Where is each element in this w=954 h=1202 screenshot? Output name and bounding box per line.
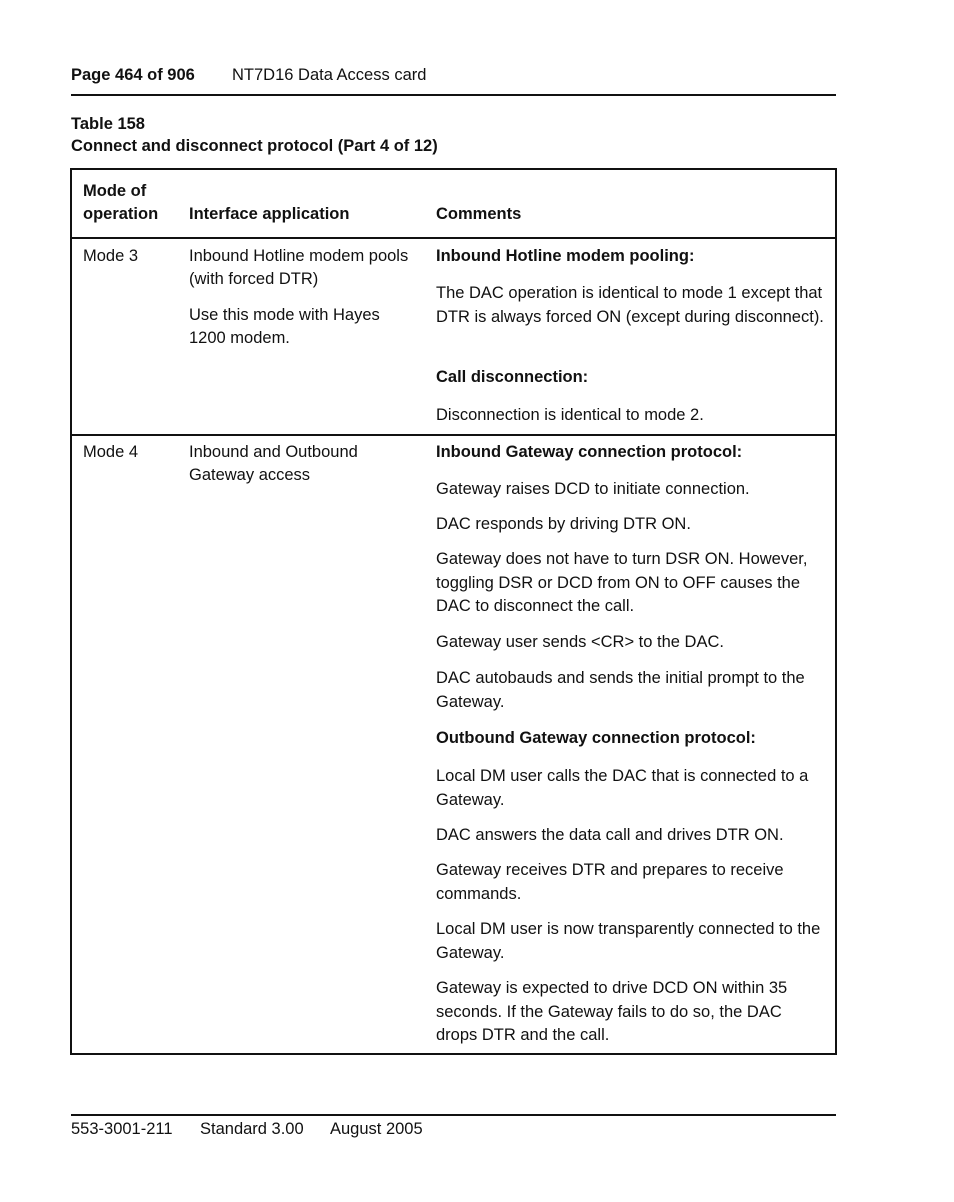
column-header-mode: Mode of operation — [83, 182, 159, 223]
comment-heading: Inbound Hotline modem pooling: — [436, 247, 695, 265]
comment-paragraph: Local DM user is now transparently connected to the Gateway. — [436, 920, 821, 962]
page-header — [71, 64, 836, 96]
comment-paragraph: The DAC operation is identical to mode 1 except that DTR is always forced ON (except during disconnect). — [436, 284, 824, 326]
comment-paragraph: DAC answers the data call and drives DTR ON. — [436, 826, 784, 844]
table-number: Table 158 — [71, 115, 145, 133]
row-divider — [72, 434, 835, 436]
column-header-interface: Interface application — [189, 205, 350, 223]
comment-paragraph: DAC responds by driving DTR ON. — [436, 515, 691, 533]
comment-heading: Call disconnection: — [436, 368, 589, 386]
table-title: Connect and disconnect protocol (Part 4 of 12) — [71, 137, 438, 155]
interface-cell: Use this mode with Hayes 1200 modem. — [189, 306, 380, 347]
comment-paragraph: Gateway raises DCD to initiate connection. — [436, 480, 750, 498]
standard-version: Standard 3.00 — [200, 1120, 304, 1138]
document-title: NT7D16 Data Access card — [232, 66, 427, 84]
mode-cell: Mode 4 — [83, 443, 139, 461]
comment-heading: Outbound Gateway connection protocol: — [436, 729, 756, 747]
comment-paragraph: Gateway receives DTR and prepares to receive commands. — [436, 861, 784, 903]
page-footer — [71, 1114, 836, 1138]
comment-paragraph: Gateway is expected to drive DCD ON within 35 seconds. If the Gateway fails to do so, the DAC drops DTR and the call. — [436, 979, 788, 1044]
interface-cell: Inbound and Outbound Gateway access — [189, 443, 358, 484]
comment-paragraph: Local DM user calls the DAC that is connected to a Gateway. — [436, 767, 809, 809]
comment-paragraph: Gateway user sends <CR> to the DAC. — [436, 633, 724, 651]
comment-paragraph: Disconnection is identical to mode 2. — [436, 406, 704, 424]
comment-paragraph: Gateway does not have to turn DSR ON. However, toggling DSR or DCD from ON to OFF causes the DAC to disconnect the call. — [436, 550, 808, 615]
comment-heading: Inbound Gateway connection protocol: — [436, 443, 743, 461]
comment-paragraph: DAC autobauds and sends the initial prompt to the Gateway. — [436, 669, 805, 711]
protocol-table — [70, 168, 837, 1055]
page-number: Page 464 of 906 — [71, 66, 195, 84]
document-number: 553-3001-211 — [71, 1120, 173, 1138]
table-caption — [71, 113, 438, 157]
column-header-comments: Comments — [436, 205, 522, 223]
mode-cell: Mode 3 — [83, 247, 139, 265]
interface-cell: Inbound Hotline modem pools (with forced DTR) — [189, 247, 409, 288]
table-header-row — [72, 170, 835, 239]
publication-date: August 2005 — [330, 1120, 423, 1138]
